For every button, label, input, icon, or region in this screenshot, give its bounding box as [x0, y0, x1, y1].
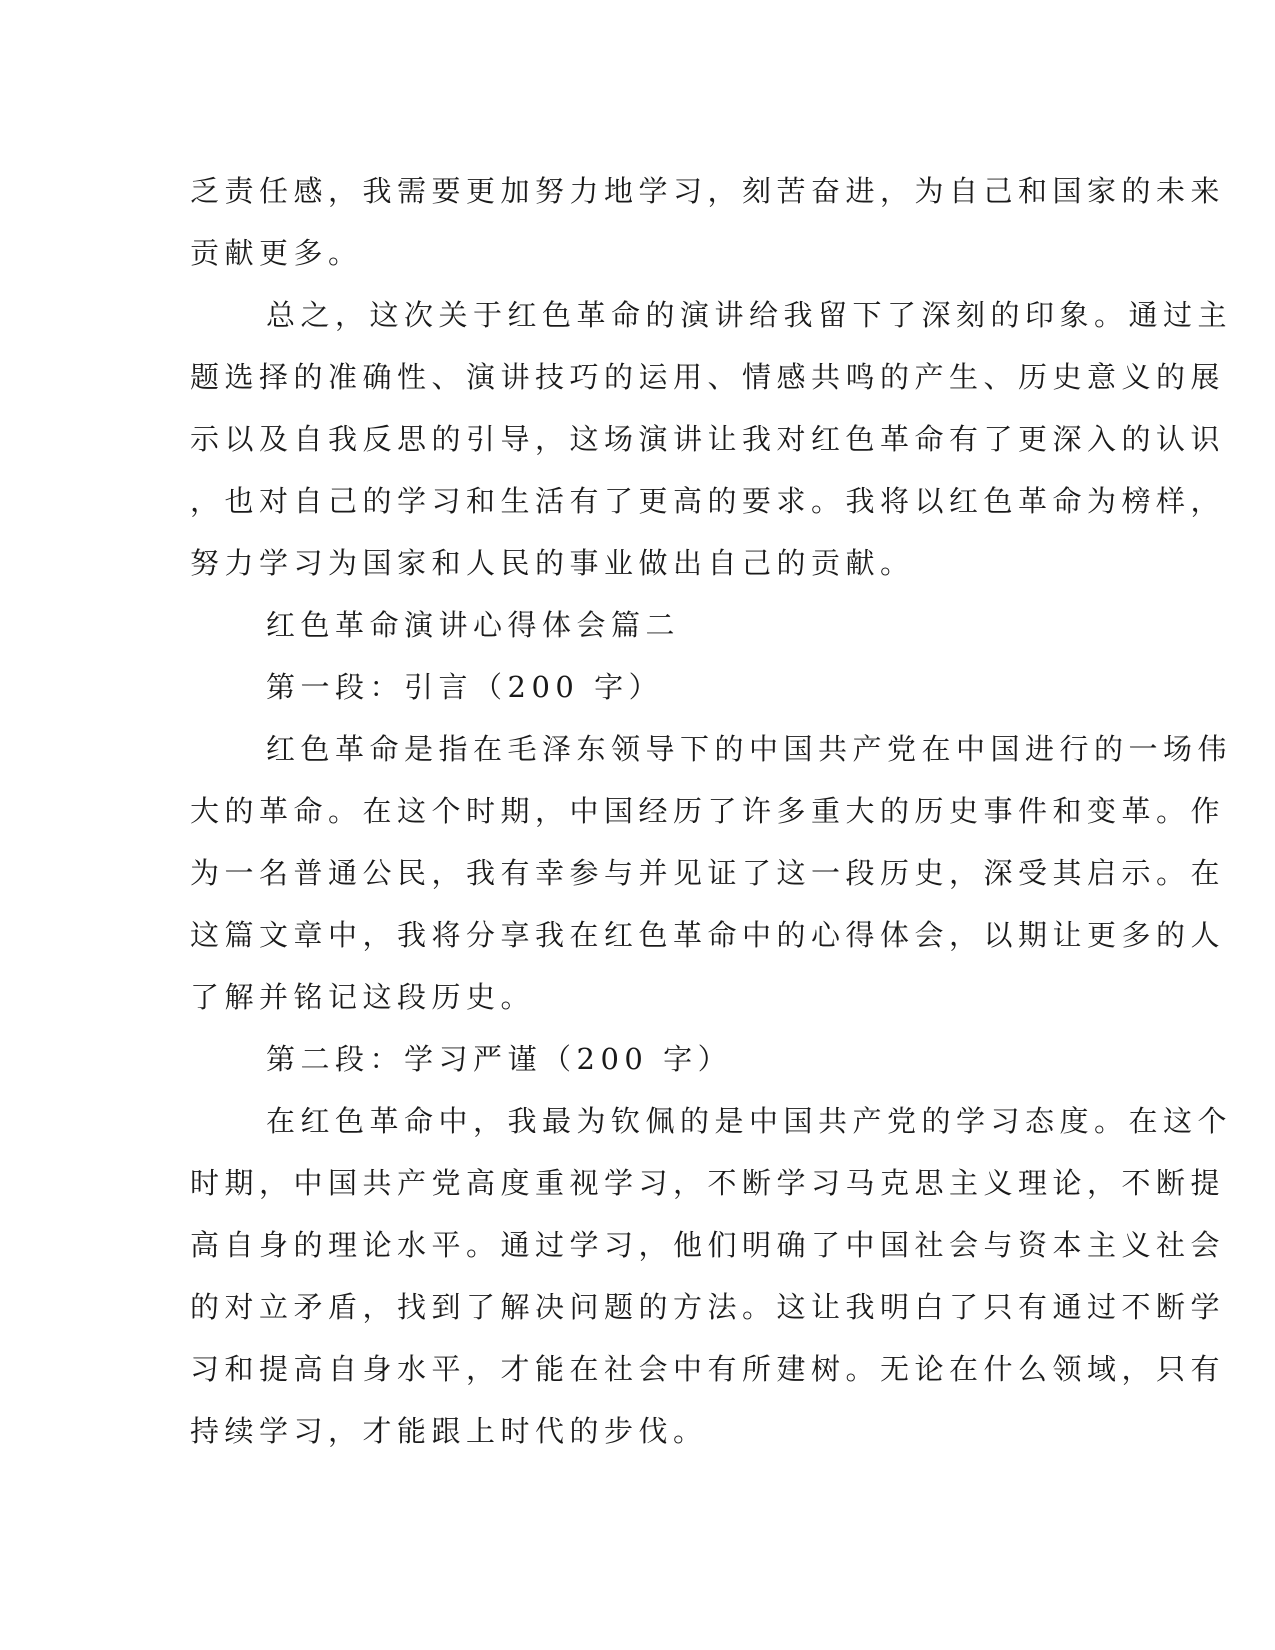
text-line: ，也对自己的学习和生活有了更高的要求。我将以红色革命为榜样，: [190, 484, 1226, 518]
document-body: [190, 160, 1233, 1462]
paragraph-intro: [190, 718, 1233, 1028]
text-line: 这篇文章中，我将分享我在红色革命中的心得体会，以期让更多的人: [190, 918, 1226, 952]
text-line: 贡献更多。: [190, 236, 363, 270]
paragraph-conclusion: [190, 284, 1233, 594]
article-title: 红色革命演讲心得体会篇二: [266, 608, 681, 642]
text-line: 时期，中国共产党高度重视学习，不断学习马克思主义理论，不断提: [190, 1166, 1226, 1200]
text-line: 持续学习，才能跟上时代的步伐。: [190, 1414, 708, 1448]
text-line: 红色革命是指在毛泽东领导下的中国共产党在中国进行的一场伟: [266, 732, 1233, 766]
text-line: 在红色革命中，我最为钦佩的是中国共产党的学习态度。在这个: [266, 1104, 1233, 1138]
text-line: 为一名普通公民，我有幸参与并见证了这一段历史，深受其启示。在: [190, 856, 1226, 890]
section-heading-2: 第二段：学习严谨（200 字）: [266, 1042, 733, 1076]
paragraph-study: [190, 1090, 1233, 1462]
text-line: 题选择的准确性、演讲技巧的运用、情感共鸣的产生、历史意义的展: [190, 360, 1226, 394]
text-line: 乏责任感，我需要更加努力地学习，刻苦奋进，为自己和国家的未来: [190, 174, 1226, 208]
section-heading-1: 第一段：引言（200 字）: [266, 670, 664, 704]
text-line: 的对立矛盾，找到了解决问题的方法。这让我明白了只有通过不断学: [190, 1290, 1226, 1324]
text-line: 总之，这次关于红色革命的演讲给我留下了深刻的印象。通过主: [266, 298, 1233, 332]
text-line: 高自身的理论水平。通过学习，他们明确了中国社会与资本主义社会: [190, 1228, 1226, 1262]
text-line: 习和提高自身水平，才能在社会中有所建树。无论在什么领域，只有: [190, 1352, 1226, 1386]
text-line: 大的革命。在这个时期，中国经历了许多重大的历史事件和变革。作: [190, 794, 1226, 828]
text-line: 示以及自我反思的引导，这场演讲让我对红色革命有了更深入的认识: [190, 422, 1226, 456]
paragraph-continued: [190, 160, 1226, 284]
text-line: 了解并铭记这段历史。: [190, 980, 536, 1014]
text-line: 努力学习为国家和人民的事业做出自己的贡献。: [190, 546, 915, 580]
